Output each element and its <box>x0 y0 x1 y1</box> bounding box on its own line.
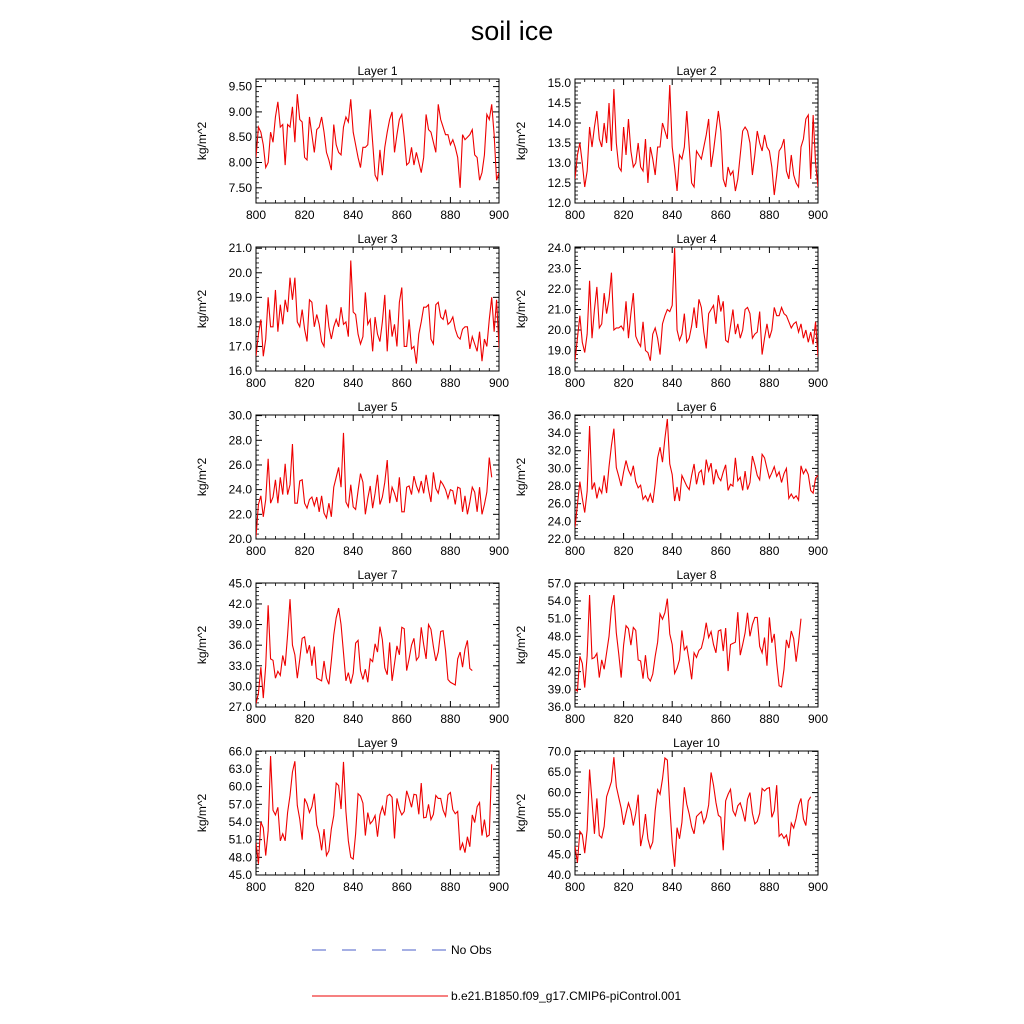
y-axis-label: kg/m^2 <box>195 121 209 161</box>
x-tick-label: 860 <box>391 544 412 558</box>
y-tick-label: 15.0 <box>547 76 571 90</box>
y-tick-label: 12.5 <box>547 176 571 190</box>
panel-title: Layer 1 <box>357 64 398 78</box>
y-tick-label: 22.0 <box>547 532 571 546</box>
x-tick-label: 840 <box>343 880 364 894</box>
y-tick-label: 65.0 <box>547 765 571 780</box>
x-tick-label: 800 <box>245 712 267 726</box>
y-tick-label: 9.50 <box>228 79 252 94</box>
panel-6 <box>514 400 828 558</box>
x-tick-label: 820 <box>294 880 315 894</box>
y-tick-label: 8.00 <box>228 155 252 170</box>
y-tick-label: 22.0 <box>228 507 252 522</box>
y-axis-label: kg/m^2 <box>195 289 209 329</box>
x-tick-label: 800 <box>564 544 586 558</box>
legend-label: No Obs <box>451 943 492 957</box>
x-tick-label: 840 <box>662 712 683 726</box>
y-tick-label: 21.0 <box>228 241 252 256</box>
y-tick-label: 60.0 <box>228 779 252 794</box>
x-tick-label: 800 <box>245 880 267 894</box>
series-line <box>256 599 472 703</box>
plot-frame <box>575 751 818 875</box>
series-line <box>575 419 823 528</box>
x-tick-label: 800 <box>245 376 267 390</box>
y-tick-label: 20.0 <box>228 532 252 546</box>
series-line <box>575 85 818 195</box>
x-tick-label: 880 <box>440 880 461 894</box>
legend-label: b.e21.B1850.f09_g17.CMIP6-piControl.001 <box>451 989 682 1003</box>
y-tick-label: 14.5 <box>547 96 571 110</box>
x-tick-label: 900 <box>488 880 510 894</box>
x-tick-label: 900 <box>488 712 510 726</box>
y-tick-label: 26.0 <box>228 457 252 472</box>
series-line <box>575 248 835 361</box>
y-tick-label: 18.0 <box>228 314 252 329</box>
series-line <box>256 756 492 864</box>
y-tick-label: 32.0 <box>547 443 571 458</box>
y-tick-label: 36.0 <box>547 408 571 423</box>
y-axis-label: kg/m^2 <box>514 121 528 161</box>
series-line <box>575 757 811 867</box>
y-tick-label: 13.5 <box>547 136 571 150</box>
y-tick-label: 30.0 <box>228 679 252 694</box>
y-tick-label: 45.0 <box>228 868 252 882</box>
y-tick-label: 17.0 <box>228 339 252 354</box>
x-tick-label: 860 <box>391 376 412 390</box>
y-tick-label: 45.0 <box>547 646 571 661</box>
y-tick-label: 51.0 <box>228 832 252 847</box>
panel-title: Layer 8 <box>676 568 717 582</box>
y-tick-label: 27.0 <box>228 700 252 714</box>
x-tick-label: 860 <box>710 376 731 390</box>
panel-1 <box>195 64 509 222</box>
x-tick-label: 900 <box>807 880 829 894</box>
x-tick-label: 800 <box>564 712 586 726</box>
panel-3 <box>195 232 509 390</box>
y-tick-label: 20.0 <box>228 265 252 280</box>
x-tick-label: 900 <box>488 376 510 390</box>
x-tick-label: 820 <box>613 544 634 558</box>
y-tick-label: 26.0 <box>547 496 571 511</box>
y-tick-label: 42.0 <box>228 596 252 611</box>
y-tick-label: 63.0 <box>228 761 252 776</box>
y-tick-label: 28.0 <box>547 479 571 494</box>
x-tick-label: 820 <box>294 544 315 558</box>
x-tick-label: 900 <box>488 208 510 222</box>
y-tick-label: 39.0 <box>228 617 252 632</box>
panel-10 <box>514 736 828 894</box>
x-tick-label: 820 <box>613 880 634 894</box>
x-tick-label: 900 <box>807 376 829 390</box>
plot-frame <box>575 415 818 539</box>
y-axis-label: kg/m^2 <box>514 289 528 329</box>
y-tick-label: 34.0 <box>547 426 571 441</box>
panel-2 <box>514 64 828 222</box>
y-tick-label: 20.0 <box>547 323 571 338</box>
y-tick-label: 12.0 <box>547 196 571 210</box>
y-tick-label: 9.00 <box>228 104 252 119</box>
y-tick-label: 24.0 <box>547 241 571 256</box>
panel-9 <box>195 736 509 894</box>
x-tick-label: 840 <box>343 544 364 558</box>
x-tick-label: 880 <box>759 376 780 390</box>
x-tick-label: 840 <box>662 544 683 558</box>
x-tick-label: 820 <box>613 376 634 390</box>
x-tick-label: 820 <box>613 712 634 726</box>
y-tick-label: 54.0 <box>547 593 571 608</box>
x-tick-label: 800 <box>245 208 267 222</box>
plot-frame <box>256 247 499 371</box>
x-tick-label: 820 <box>294 208 315 222</box>
y-tick-label: 66.0 <box>228 744 252 759</box>
panel-5 <box>195 400 509 558</box>
x-tick-label: 900 <box>807 712 829 726</box>
y-tick-label: 30.0 <box>547 461 571 476</box>
y-axis-label: kg/m^2 <box>514 625 528 665</box>
y-tick-label: 16.0 <box>228 364 252 378</box>
x-tick-label: 840 <box>662 376 683 390</box>
y-tick-label: 40.0 <box>547 868 571 882</box>
y-tick-label: 39.0 <box>547 682 571 697</box>
x-tick-label: 880 <box>440 544 461 558</box>
panel-title: Layer 2 <box>676 64 717 78</box>
series-line <box>256 433 492 537</box>
x-tick-label: 800 <box>564 880 586 894</box>
y-tick-label: 54.0 <box>228 814 252 829</box>
x-tick-label: 860 <box>710 544 731 558</box>
x-tick-label: 860 <box>710 880 731 894</box>
x-tick-label: 820 <box>613 208 634 222</box>
y-tick-label: 13.0 <box>547 156 571 170</box>
y-tick-label: 50.0 <box>547 826 571 841</box>
x-tick-label: 880 <box>440 376 461 390</box>
y-tick-label: 21.0 <box>547 302 571 317</box>
panel-title: Layer 5 <box>357 400 398 414</box>
x-tick-label: 880 <box>440 712 461 726</box>
panel-8 <box>514 568 828 726</box>
y-tick-label: 45.0 <box>547 847 571 862</box>
panel-title: Layer 10 <box>673 736 720 750</box>
y-tick-label: 42.0 <box>547 664 571 679</box>
y-tick-label: 48.0 <box>547 629 571 644</box>
y-tick-label: 36.0 <box>228 638 252 653</box>
y-tick-label: 36.0 <box>547 700 571 714</box>
y-axis-label: kg/m^2 <box>195 793 209 833</box>
panel-4 <box>514 232 835 390</box>
y-tick-label: 30.0 <box>228 408 252 423</box>
legend <box>312 943 681 1003</box>
y-axis-label: kg/m^2 <box>195 625 209 665</box>
series-line <box>256 261 504 364</box>
x-tick-label: 820 <box>294 712 315 726</box>
y-tick-label: 19.0 <box>228 290 252 305</box>
x-tick-label: 900 <box>807 208 829 222</box>
y-tick-label: 55.0 <box>547 806 571 821</box>
x-tick-label: 880 <box>440 208 461 222</box>
x-tick-label: 860 <box>391 880 412 894</box>
y-tick-label: 51.0 <box>547 611 571 626</box>
y-tick-label: 24.0 <box>228 482 252 497</box>
y-axis-label: kg/m^2 <box>195 457 209 497</box>
y-tick-label: 48.0 <box>228 850 252 865</box>
x-tick-label: 880 <box>759 208 780 222</box>
y-tick-label: 60.0 <box>547 785 571 800</box>
panel-title: Layer 3 <box>357 232 398 246</box>
x-tick-label: 880 <box>759 880 780 894</box>
panel-title: Layer 6 <box>676 400 717 414</box>
x-tick-label: 800 <box>245 544 267 558</box>
y-tick-label: 18.0 <box>547 364 571 378</box>
y-tick-label: 24.0 <box>547 514 571 529</box>
x-tick-label: 900 <box>807 544 829 558</box>
x-tick-label: 900 <box>488 544 510 558</box>
y-tick-label: 19.0 <box>547 343 571 358</box>
y-tick-label: 33.0 <box>228 658 252 673</box>
x-tick-label: 840 <box>343 712 364 726</box>
y-tick-label: 14.0 <box>547 116 571 130</box>
x-tick-label: 820 <box>294 376 315 390</box>
panel-7 <box>195 568 509 726</box>
x-tick-label: 860 <box>391 208 412 222</box>
y-tick-label: 70.0 <box>547 744 571 759</box>
x-tick-label: 840 <box>343 208 364 222</box>
x-tick-label: 880 <box>759 544 780 558</box>
panel-title: Layer 7 <box>357 568 398 582</box>
y-tick-label: 8.50 <box>228 130 252 145</box>
x-tick-label: 860 <box>710 712 731 726</box>
y-tick-label: 57.0 <box>547 576 571 591</box>
y-axis-label: kg/m^2 <box>514 793 528 833</box>
y-tick-label: 22.0 <box>547 282 571 297</box>
y-tick-label: 28.0 <box>228 433 252 448</box>
x-tick-label: 860 <box>391 712 412 726</box>
panel-title: Layer 9 <box>357 736 398 750</box>
x-tick-label: 880 <box>759 712 780 726</box>
y-tick-label: 7.50 <box>228 180 252 195</box>
y-tick-label: 57.0 <box>228 797 252 812</box>
plot-frame <box>575 583 818 707</box>
x-tick-label: 840 <box>662 208 683 222</box>
x-tick-label: 840 <box>662 880 683 894</box>
figure-title: soil ice <box>470 16 554 46</box>
x-tick-label: 840 <box>343 376 364 390</box>
x-tick-label: 860 <box>710 208 731 222</box>
x-tick-label: 800 <box>564 376 586 390</box>
y-tick-label: 45.0 <box>228 576 252 591</box>
panel-title: Layer 4 <box>676 232 717 246</box>
y-tick-label: 23.0 <box>547 261 571 276</box>
y-axis-label: kg/m^2 <box>514 457 528 497</box>
x-tick-label: 800 <box>564 208 586 222</box>
series-line <box>575 595 801 691</box>
series-line <box>256 94 499 188</box>
